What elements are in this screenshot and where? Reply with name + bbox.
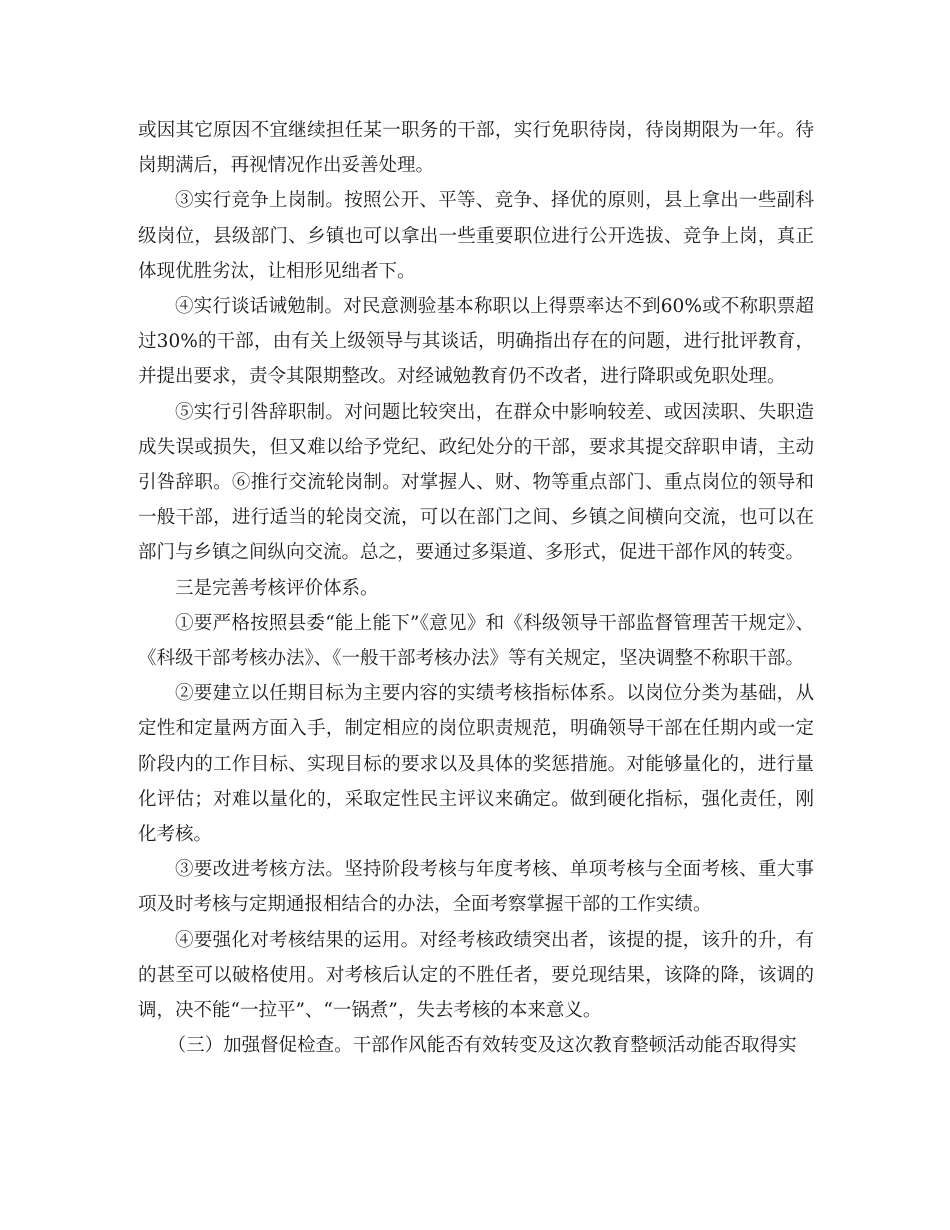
paragraph-admonition-talks: ④实行谈话诫勉制。对民意测验基本称职以上得票率达不到60%或不称职票超过30%的干部，由有关上级领导与其谈话，明确指出存在的问题，进行批评教育，并提出要求，责令其限期整改。对经诫勉教育仍不改者，进行降职或免职处理。 <box>138 296 814 388</box>
document-body <box>138 113 814 1063</box>
paragraph-supervision: （三）加强督促检查。干部作风能否有效转变及这次教育整顿活动能否取得实 <box>167 1035 797 1057</box>
paragraph-evaluation-3: ③要改进考核方法。坚持阶段考核与年度考核、单项考核与全面考核、重大事项及时考核与定期通报相结合的办法，全面考察掌握干部的工作实绩。 <box>138 859 814 916</box>
paragraph-evaluation-2: ②要建立以任期目标为主要内容的实绩考核指标体系。以岗位分类为基础，从定性和定量两方面入手，制定相应的岗位职责规范，明确领导干部在任期内或一定阶段内的工作目标、实现目标的要求以及具体的奖惩措施。对能够量化的，进行量化评估；对难以量化的，采取定性民主评议来确定。做到硬化指标，强化责任，刚化考核。 <box>138 683 814 846</box>
paragraph-evaluation-heading: 三是完善考核评价体系。 <box>175 577 379 599</box>
paragraph-competitive-posts: ③实行竞争上岗制。按照公开、平等、竞争、择优的原则，县上拿出一些副科级岗位，县级部门、乡镇也可以拿出一些重要职位进行公开选拔、竞争上岗，真正体现优胜劣汰，让相形见绌者下。 <box>138 190 814 282</box>
paragraph-continuation: 或因其它原因不宜继续担任某一职务的干部，实行免职待岗，待岗期限为一年。待岗期满后，再视情况作出妥善处理。 <box>138 120 814 177</box>
paragraph-evaluation-4: ④要强化对考核结果的运用。对经考核政绩突出者，该提的提，该升的升，有的甚至可以破格使用。对考核后认定的不胜任者，要兑现结果，该降的降，该调的调，决不能“一拉平”、“一锅煮”，失去考核的本来意义。 <box>138 929 814 1022</box>
paragraph-evaluation-1: ①要严格按照县委“能上能下”《意见》和《科级领导干部监督管理苦干规定》、《科级干部考核办法》、《一般干部考核办法》等有关规定，坚决调整不称职干部。 <box>138 612 814 670</box>
paragraph-resignation-rotation: ⑤实行引咎辞职制。对问题比较突出，在群众中影响较差、或因渎职、失职造成失误或损失，但又难以给予党纪、政纪处分的干部，要求其提交辞职申请，主动引咎辞职。⑥推行交流轮岗制。对掌握人、财、物等重点部门、重点岗位的领导和一般干部，进行适当的轮岗交流，可以在部门之间、乡镇之间横向交流，也可以在部门与乡镇之间纵向交流。总之，要通过多渠道、多形式，促进干部作风的转变。 <box>138 401 814 564</box>
